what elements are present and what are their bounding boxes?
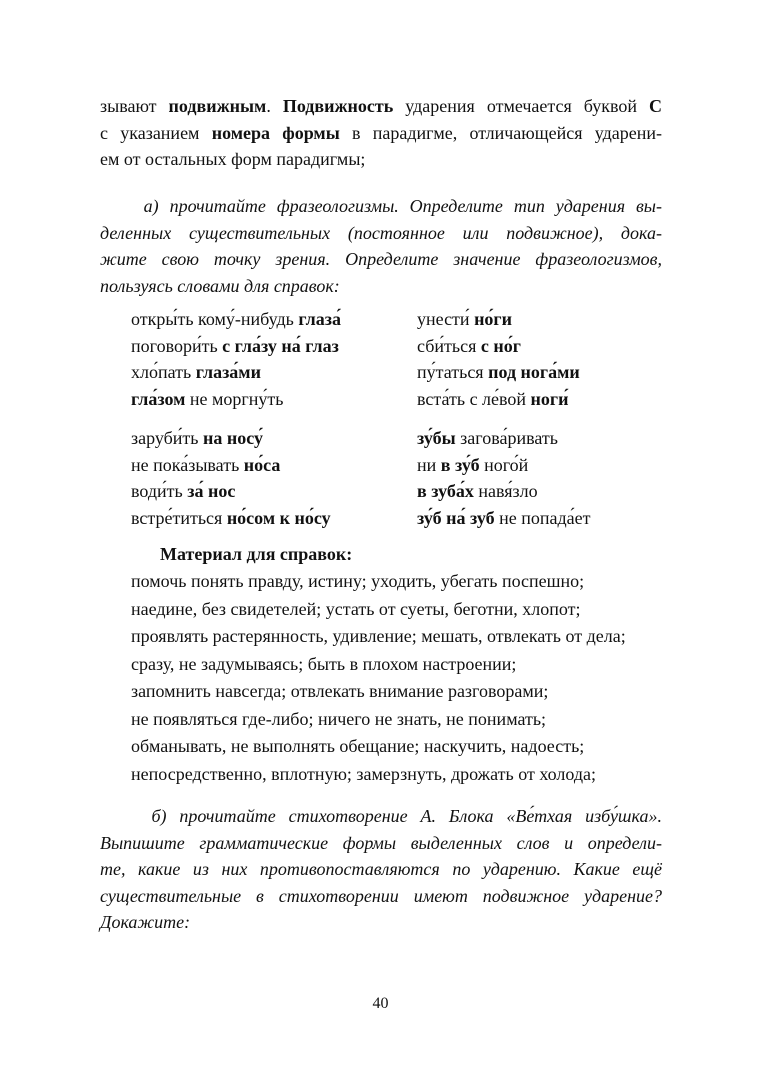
phrase-left: [131, 508, 331, 528]
text-segment: ного́й: [479, 454, 529, 475]
bold-text: С: [649, 96, 662, 116]
reference-line: наедине, без свидетелей; устать от суеты, беготни, хлопот;: [131, 598, 581, 619]
text-segment: жите свою точку зрения. Определите значение фразеологизмов,: [100, 249, 662, 269]
text-line: [100, 833, 662, 853]
text-segment: ударения отмечается буквой: [393, 96, 649, 116]
reference-line: непосредственно, вплотную; замерзнуть, дрожать от холода;: [131, 763, 597, 784]
bold-text: зу́б на́ зуб: [417, 508, 495, 529]
phrase-right: [417, 508, 591, 528]
text-line: [100, 886, 662, 906]
text-line: [100, 196, 662, 216]
reference-line: сразу, не задумываясь; быть в плохом настроении;: [131, 653, 517, 674]
text-segment: загова́ривать: [455, 428, 558, 448]
page-number: 40: [372, 995, 389, 1012]
text-segment: с указанием: [100, 122, 212, 143]
text-segment: поговори́ть: [131, 335, 223, 356]
text-segment: води́ть: [131, 481, 188, 502]
reference-line: помочь понять правду, истину; уходить, убегать поспешно;: [131, 571, 585, 591]
bold-text: Подвижность: [282, 96, 394, 116]
text-segment: ем от остальных форм парадигмы;: [100, 149, 366, 169]
phrase-right: [417, 309, 512, 329]
text-segment: Докажите:: [100, 912, 191, 932]
reference-line: запомнить навсегда; отвлекать внимание разговорами;: [131, 681, 549, 701]
phrase-right: [417, 336, 521, 356]
reference-title: Материал для справок:: [160, 544, 353, 564]
phrase-right: [417, 428, 558, 448]
bold-text: но́ги: [474, 309, 512, 329]
text-line: [100, 223, 662, 243]
text-line: [100, 806, 662, 826]
text-segment: существительные в стихотворении имеют подвижное ударение?: [100, 885, 662, 906]
phrase-right: [417, 389, 568, 409]
text-segment: пользуясь словами для справок:: [100, 275, 340, 296]
text-segment: унести́: [417, 309, 475, 329]
reference-line: не появляться где-либо; ничего не знать, не понимать;: [131, 708, 547, 729]
phrase-left: [131, 389, 284, 409]
bold-text: номера формы: [211, 122, 340, 143]
bold-text: глаза́ми: [195, 362, 261, 383]
bold-text: в зуба́х: [417, 481, 474, 502]
text-segment: сби́ться: [417, 335, 481, 356]
phrase-left: [131, 362, 261, 382]
reference-line: обманывать, не выполнять обещание; наскучить, надоесть;: [131, 736, 585, 756]
text-segment: ни: [417, 454, 441, 475]
text-segment: не пока́зывать: [131, 454, 244, 475]
text-segment: б) прочитайте стихотворение А. Блока «Ве́тхая избу́шка».: [100, 806, 662, 826]
bold-text: подвижным: [168, 96, 267, 116]
bold-text: под нога́ми: [488, 362, 580, 383]
phrase-right: [417, 481, 538, 501]
text-line: [100, 276, 662, 296]
text-segment: пу́таться: [417, 362, 489, 383]
phrase-left: [131, 481, 235, 501]
text-segment: те, какие из них противопоставляются по ударению. Какие ещё: [100, 859, 662, 879]
text-segment: не попада́ет: [494, 508, 591, 529]
bold-text: ноги́: [530, 389, 569, 410]
bold-text: глаза́: [298, 309, 341, 329]
phrase-left: [131, 336, 339, 356]
bold-text: гла́зом: [131, 389, 186, 410]
text-segment: навя́зло: [473, 481, 538, 502]
bold-text: зу́бы: [417, 428, 456, 448]
text-segment: вста́ть с ле́вой: [417, 389, 531, 410]
text-segment: встре́титься: [131, 508, 227, 529]
phrase-left: [131, 455, 280, 475]
bold-text: с но́г: [480, 335, 521, 356]
text-line: [100, 123, 662, 143]
bold-text: но́са: [243, 454, 281, 475]
text-line: [100, 912, 662, 932]
bold-text: в зу́б: [440, 454, 480, 475]
phrase-right: [417, 455, 528, 475]
text-segment: Выпишите грамматические формы выделенных слов и определи-: [100, 832, 662, 853]
text-segment: хло́пать: [131, 362, 196, 383]
bold-text: за́ нос: [187, 481, 236, 502]
bold-text: с гла́зу на́ глаз: [222, 335, 339, 356]
reference-line: проявлять растерянность, удивление; мешать, отвлекать от дела;: [131, 626, 626, 646]
phrase-left: [131, 428, 263, 448]
bold-text: на носу́: [203, 428, 263, 448]
phrase-right: [417, 362, 580, 382]
text-segment: откры́ть кому́-нибудь: [131, 309, 299, 329]
bold-text: но́сом к но́су: [226, 508, 331, 529]
text-line: [100, 859, 662, 879]
text-segment: заруби́ть: [131, 428, 203, 448]
phrase-left: [131, 309, 341, 329]
text-segment: деленных существительных (постоянное или подвижное), дока-: [100, 222, 662, 243]
text-line: [100, 249, 662, 269]
text-segment: зывают: [100, 96, 169, 116]
text-segment: а) прочитайте фразеологизмы. Определите тип ударения вы-: [100, 196, 662, 216]
text-segment: в парадигме, отличающейся ударени-: [339, 122, 663, 143]
text-segment: не моргну́ть: [185, 389, 284, 410]
text-line: [100, 96, 662, 116]
text-line: [100, 149, 662, 169]
text-segment: .: [266, 96, 283, 116]
